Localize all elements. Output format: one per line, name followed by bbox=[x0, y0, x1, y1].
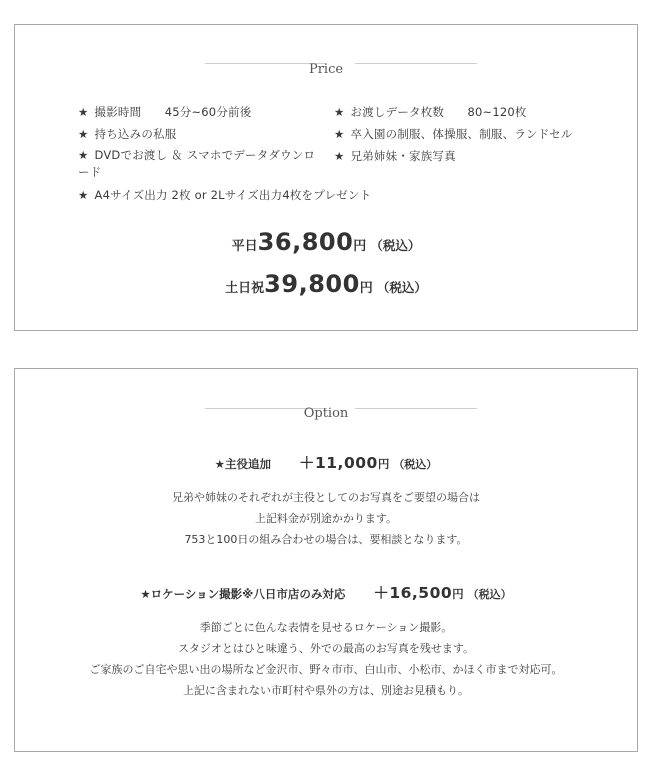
heading-divider-right bbox=[355, 408, 477, 409]
list-item: ★ DVDでお渡し ＆ スマホでデータダウンロード bbox=[78, 148, 316, 179]
list-item: ★ 持ち込みの私服 bbox=[78, 127, 177, 141]
holiday-price: 土日祝39,800円 （税込） bbox=[225, 270, 427, 298]
star-icon: ★ bbox=[334, 105, 345, 119]
weekday-price: 平日36,800円 （税込） bbox=[231, 228, 421, 256]
main-role-option: ★主役追加 ＋11,000円 （税込） bbox=[214, 454, 438, 472]
price-heading: Price bbox=[308, 62, 344, 77]
star-icon: ★ bbox=[334, 127, 345, 141]
star-icon: ★ bbox=[78, 105, 89, 119]
list-item: ★ 兄弟姉妹・家族写真 bbox=[334, 149, 456, 163]
location-option: ★ロケーション撮影※八日市店のみ対応 ＋16,500円 （税込） bbox=[140, 584, 512, 602]
star-icon: ★ bbox=[78, 188, 89, 202]
price-section bbox=[14, 24, 638, 331]
main-role-description: 兄弟や姉妹のそれぞれが主役としてのお写真をご要望の場合は 上記料金が別途かかります。 753と100日の組み合わせの場合は、要相談となります。 bbox=[172, 491, 480, 546]
list-item: ★ 卒入園の制服、体操服、制服、ランドセル bbox=[334, 127, 573, 141]
list-item: ★ お渡しデータ枚数 80~120枚 bbox=[334, 105, 527, 119]
option-section bbox=[14, 368, 638, 752]
option-heading: Option bbox=[303, 406, 349, 421]
list-item: ★ 撮影時間 45分~60分前後 bbox=[78, 105, 252, 119]
heading-divider-right bbox=[355, 63, 477, 64]
star-icon: ★ bbox=[78, 148, 89, 162]
star-icon: ★ bbox=[78, 127, 89, 141]
list-item: ★ A4サイズ出力 2枚 or 2Lサイズ出力4枚をプレゼント bbox=[78, 188, 372, 202]
location-description: 季節ごとに色んな表情を見せるロケーション撮影。 スタジオとはひと味違う、外での最高のお写真を残せます。 ご家族のご自宅や思い出の場所など金沢市、野々市市、白山市、小松市、かほく市まで対応可。 上記に含まれない市町村や県外の方は、別途お見積もり。 bbox=[89, 621, 563, 697]
star-icon: ★ bbox=[334, 149, 345, 163]
